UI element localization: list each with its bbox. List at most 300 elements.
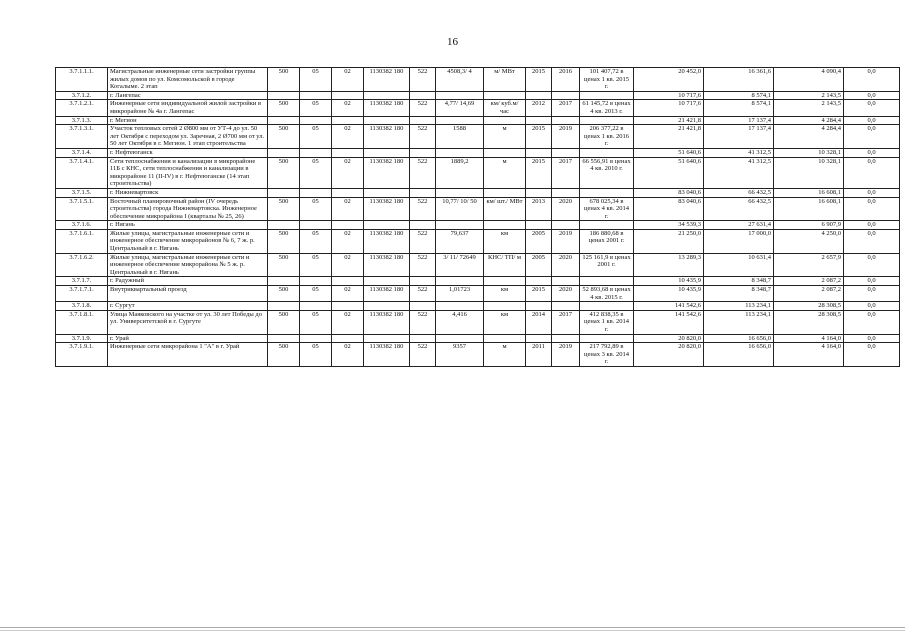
code-expense-type: 522 (410, 253, 436, 277)
capacity-unit: м/ МВт (484, 68, 526, 92)
estimated-cost: 217 792,89 в ценах 3 кв. 2014 г. (580, 343, 634, 367)
amount-budget-b: 28 308,5 (774, 302, 844, 311)
object-name: г. Сургут (108, 302, 268, 311)
amount-budget-a: 113 234,1 (704, 310, 774, 334)
estimated-cost (580, 148, 634, 157)
code-section: 05 (300, 125, 332, 149)
code-subsection: 02 (332, 157, 364, 188)
code-expense-type (410, 188, 436, 197)
object-name: г. Нягань (108, 221, 268, 230)
start-year: 2011 (526, 343, 552, 367)
row-number: 3.7.1.3.1. (56, 125, 108, 149)
code-target-article: 1130382 180 (364, 253, 410, 277)
amount-other: 0,0 (844, 253, 900, 277)
amount-budget-b: 4 090,4 (774, 68, 844, 92)
end-year: 2019 (552, 229, 580, 253)
start-year (526, 302, 552, 311)
estimated-cost: 206 377,22 в ценах 1 кв. 2016 г. (580, 125, 634, 149)
object-name: Жилые улицы, магистральные инженерные сети и инженерное обеспечение микрорайона № 5 ж. р. Центральный в г. Нягань (108, 253, 268, 277)
capacity: 3/ 11/ 72649 (436, 253, 484, 277)
code-expense-type: 522 (410, 197, 436, 221)
table-row (56, 334, 900, 343)
code-subsection (332, 91, 364, 100)
code-target-article: 1130382 180 (364, 197, 410, 221)
code-ministry: 500 (268, 229, 300, 253)
amount-budget-b: 2 657,9 (774, 253, 844, 277)
code-target-article (364, 277, 410, 286)
capacity: 4,416 (436, 310, 484, 334)
code-target-article: 1130382 180 (364, 100, 410, 116)
code-expense-type (410, 148, 436, 157)
capacity: 1588 (436, 125, 484, 149)
end-year: 2019 (552, 343, 580, 367)
code-section (300, 188, 332, 197)
code-subsection (332, 116, 364, 125)
start-year (526, 91, 552, 100)
start-year (526, 277, 552, 286)
code-section (300, 302, 332, 311)
row-number: 3.7.1.9. (56, 334, 108, 343)
row-number: 3.7.1.4. (56, 148, 108, 157)
amount-budget-a: 27 631,4 (704, 221, 774, 230)
object-name: Инженерные сети индивидуальной жилой застройки в микрорайоне № 4а г. Лангепас (108, 100, 268, 116)
code-section: 05 (300, 310, 332, 334)
amount-budget-b: 4 284,4 (774, 116, 844, 125)
code-section: 05 (300, 343, 332, 367)
amount-budget-a: 8 574,1 (704, 100, 774, 116)
amount-budget-a: 16 656,0 (704, 334, 774, 343)
end-year (552, 221, 580, 230)
code-subsection: 02 (332, 125, 364, 149)
code-subsection: 02 (332, 197, 364, 221)
amount-other: 0,0 (844, 277, 900, 286)
capacity: 1,01723 (436, 286, 484, 302)
row-number: 3.7.1.4.1. (56, 157, 108, 188)
capacity-unit: км/ шт./ МВт (484, 197, 526, 221)
object-name: Жилые улицы, магистральные инженерные сети и инженерное обеспечение микрорайонов № 6, 7 ж. р. Центральный в г. Нягань (108, 229, 268, 253)
code-section (300, 148, 332, 157)
start-year (526, 334, 552, 343)
code-target-article: 1130382 180 (364, 125, 410, 149)
amount-budget-a: 8 348,7 (704, 277, 774, 286)
code-ministry (268, 188, 300, 197)
row-number: 3.7.1.9.1. (56, 343, 108, 367)
code-section: 05 (300, 197, 332, 221)
amount-other: 0,0 (844, 148, 900, 157)
end-year: 2017 (552, 157, 580, 188)
amount-total: 10 435,9 (634, 277, 704, 286)
table-row (56, 157, 900, 188)
capacity (436, 148, 484, 157)
capacity (436, 221, 484, 230)
code-section: 05 (300, 157, 332, 188)
scan-edge-line (0, 630, 905, 631)
object-name: г. Лангепас (108, 91, 268, 100)
end-year (552, 277, 580, 286)
amount-other: 0,0 (844, 188, 900, 197)
capacity (436, 116, 484, 125)
amount-other: 0,0 (844, 286, 900, 302)
amount-budget-b: 10 328,1 (774, 157, 844, 188)
code-ministry: 500 (268, 343, 300, 367)
code-subsection: 02 (332, 310, 364, 334)
capacity: 4,77/ 14,69 (436, 100, 484, 116)
amount-budget-a: 66 432,5 (704, 188, 774, 197)
code-expense-type: 522 (410, 343, 436, 367)
code-target-article (364, 91, 410, 100)
amount-budget-b: 16 608,1 (774, 188, 844, 197)
code-ministry: 500 (268, 253, 300, 277)
code-target-article (364, 334, 410, 343)
capacity: 9357 (436, 343, 484, 367)
amount-other: 0,0 (844, 310, 900, 334)
start-year: 2005 (526, 253, 552, 277)
estimated-cost (580, 277, 634, 286)
capacity (436, 302, 484, 311)
estimated-cost (580, 302, 634, 311)
end-year (552, 302, 580, 311)
amount-other: 0,0 (844, 221, 900, 230)
capacity-unit: км (484, 229, 526, 253)
amount-budget-b: 2 143,5 (774, 91, 844, 100)
estimated-cost: 61 145,72 в ценах 4 кв. 2013 г. (580, 100, 634, 116)
code-expense-type: 522 (410, 125, 436, 149)
code-subsection: 02 (332, 343, 364, 367)
code-target-article: 1130382 180 (364, 286, 410, 302)
amount-other: 0,0 (844, 91, 900, 100)
capacity-unit: КНС/ ТП/ м (484, 253, 526, 277)
estimated-cost: 125 161,9 в ценах 2001 г. (580, 253, 634, 277)
code-ministry: 500 (268, 197, 300, 221)
row-number: 3.7.1.6.1. (56, 229, 108, 253)
end-year: 2020 (552, 197, 580, 221)
capacity-unit (484, 116, 526, 125)
amount-total: 10 435,9 (634, 286, 704, 302)
code-section (300, 91, 332, 100)
code-target-article: 1130382 180 (364, 229, 410, 253)
code-target-article: 1130382 180 (364, 310, 410, 334)
code-expense-type (410, 334, 436, 343)
amount-budget-b: 16 608,1 (774, 197, 844, 221)
amount-other: 0,0 (844, 157, 900, 188)
capacity-unit: км (484, 310, 526, 334)
capacity (436, 334, 484, 343)
object-name: Внутриквартальный проезд (108, 286, 268, 302)
amount-total: 10 717,6 (634, 100, 704, 116)
register-table (55, 67, 900, 367)
object-name: Сети теплоснабжения и канализации в микрорайоне 11Б с КНС, сети теплоснабжения и канализации в микрорайоне 11 (II-IV) в г. Нефтеюганске (14 этап строительства) (108, 157, 268, 188)
amount-budget-a: 16 656,0 (704, 343, 774, 367)
code-target-article (364, 188, 410, 197)
amount-total: 141 542,6 (634, 302, 704, 311)
end-year (552, 334, 580, 343)
code-target-article (364, 116, 410, 125)
code-expense-type (410, 91, 436, 100)
amount-budget-a: 41 312,5 (704, 148, 774, 157)
estimated-cost: 66 556,91 в ценах 4 кв. 2010 г. (580, 157, 634, 188)
start-year: 2014 (526, 310, 552, 334)
scan-edge-line (0, 627, 905, 628)
code-ministry: 500 (268, 310, 300, 334)
code-ministry (268, 277, 300, 286)
object-name: Улица Маяковского на участке от ул. 30 лет Победы до ул. Университетской в г. Сургуте (108, 310, 268, 334)
estimated-cost: 412 838,35 в ценах 1 кв. 2014 г. (580, 310, 634, 334)
table-row (56, 148, 900, 157)
amount-budget-b: 4 250,0 (774, 229, 844, 253)
amount-total: 83 040,6 (634, 188, 704, 197)
end-year (552, 148, 580, 157)
code-section (300, 221, 332, 230)
start-year: 2013 (526, 197, 552, 221)
capacity-unit: м (484, 343, 526, 367)
row-number: 3.7.1.1.1. (56, 68, 108, 92)
estimated-cost (580, 188, 634, 197)
start-year: 2015 (526, 157, 552, 188)
amount-budget-b: 2 087,2 (774, 286, 844, 302)
code-section: 05 (300, 229, 332, 253)
amount-total: 141 542,6 (634, 310, 704, 334)
capacity-unit (484, 221, 526, 230)
object-name: г. Нижневартовск (108, 188, 268, 197)
end-year (552, 91, 580, 100)
amount-total: 21 421,8 (634, 125, 704, 149)
code-expense-type (410, 277, 436, 286)
capacity: 79,637 (436, 229, 484, 253)
estimated-cost: 52 893,68 в ценах 4 кв. 2015 г. (580, 286, 634, 302)
page-number: 16 (447, 36, 458, 48)
end-year: 2017 (552, 100, 580, 116)
code-target-article: 1130382 180 (364, 68, 410, 92)
start-year: 2012 (526, 100, 552, 116)
end-year: 2019 (552, 125, 580, 149)
row-number: 3.7.1.5. (56, 188, 108, 197)
amount-other: 0,0 (844, 197, 900, 221)
amount-other: 0,0 (844, 302, 900, 311)
object-name: Участок тепловых сетей 2 Ø800 мм от УТ-4 до ул. 50 лет Октября с переходом ул. Заречная, 2 Ø700 мм от ул. 50 лет Октября в г. Мегион. 1 этап строительства (108, 125, 268, 149)
end-year: 2020 (552, 253, 580, 277)
table-row (56, 68, 900, 92)
code-section: 05 (300, 286, 332, 302)
code-expense-type (410, 116, 436, 125)
code-target-article (364, 221, 410, 230)
amount-budget-a: 17 000,0 (704, 229, 774, 253)
code-expense-type: 522 (410, 157, 436, 188)
object-name: Инженерные сети микрорайона 1 "А" в г. Урай (108, 343, 268, 367)
object-name: Восточный планировочный район (IV очередь строительства) города Нижневартовска. Инженерное обеспечение микрорайона I (кварталы № 25, 26) (108, 197, 268, 221)
table-row (56, 277, 900, 286)
start-year: 2015 (526, 68, 552, 92)
end-year (552, 188, 580, 197)
capacity-unit: м (484, 125, 526, 149)
code-expense-type: 522 (410, 286, 436, 302)
start-year (526, 188, 552, 197)
amount-budget-a: 113 234,1 (704, 302, 774, 311)
table-row (56, 253, 900, 277)
end-year (552, 116, 580, 125)
code-subsection (332, 277, 364, 286)
start-year (526, 221, 552, 230)
code-ministry (268, 91, 300, 100)
code-section: 05 (300, 253, 332, 277)
capacity-unit: м (484, 157, 526, 188)
amount-total: 20 820,0 (634, 334, 704, 343)
table-row (56, 286, 900, 302)
code-subsection: 02 (332, 229, 364, 253)
table-row (56, 343, 900, 367)
amount-total: 20 820,0 (634, 343, 704, 367)
amount-budget-b: 4 164,0 (774, 334, 844, 343)
start-year (526, 148, 552, 157)
code-section (300, 116, 332, 125)
amount-other: 0,0 (844, 116, 900, 125)
code-ministry: 500 (268, 157, 300, 188)
amount-budget-b: 4 284,4 (774, 125, 844, 149)
table-row (56, 125, 900, 149)
start-year: 2015 (526, 125, 552, 149)
amount-budget-a: 10 631,4 (704, 253, 774, 277)
capacity-unit (484, 148, 526, 157)
code-target-article (364, 302, 410, 311)
code-ministry (268, 116, 300, 125)
row-number: 3.7.1.2.1. (56, 100, 108, 116)
code-target-article (364, 148, 410, 157)
code-subsection: 02 (332, 253, 364, 277)
row-number: 3.7.1.3. (56, 116, 108, 125)
capacity-unit (484, 302, 526, 311)
amount-total: 20 452,0 (634, 68, 704, 92)
object-name: г. Урай (108, 334, 268, 343)
capacity: 1889,2 (436, 157, 484, 188)
start-year (526, 116, 552, 125)
row-number: 3.7.1.8.1. (56, 310, 108, 334)
amount-total: 21 250,0 (634, 229, 704, 253)
amount-other: 0,0 (844, 343, 900, 367)
amount-total: 83 040,6 (634, 197, 704, 221)
code-section: 05 (300, 68, 332, 92)
row-number: 3.7.1.2. (56, 91, 108, 100)
amount-budget-b: 10 328,1 (774, 148, 844, 157)
row-number: 3.7.1.7.1. (56, 286, 108, 302)
estimated-cost: 678 025,34 в ценах 4 кв. 2014 г. (580, 197, 634, 221)
code-ministry (268, 302, 300, 311)
table-row (56, 91, 900, 100)
code-ministry: 500 (268, 286, 300, 302)
table-row (56, 188, 900, 197)
table-row (56, 197, 900, 221)
amount-total: 34 539,3 (634, 221, 704, 230)
code-expense-type: 522 (410, 310, 436, 334)
amount-budget-b: 28 308,5 (774, 310, 844, 334)
end-year: 2017 (552, 310, 580, 334)
capacity (436, 277, 484, 286)
code-ministry (268, 221, 300, 230)
amount-total: 51 640,6 (634, 148, 704, 157)
register-table-body (56, 68, 900, 367)
code-subsection (332, 148, 364, 157)
table-row (56, 100, 900, 116)
object-name: г. Мегион (108, 116, 268, 125)
amount-budget-a: 17 137,4 (704, 125, 774, 149)
start-year: 2015 (526, 286, 552, 302)
code-subsection (332, 188, 364, 197)
code-section (300, 334, 332, 343)
estimated-cost (580, 334, 634, 343)
amount-other: 0,0 (844, 334, 900, 343)
amount-other: 0,0 (844, 100, 900, 116)
amount-budget-a: 8 348,7 (704, 286, 774, 302)
estimated-cost: 186 880,68 в ценах 2001 г. (580, 229, 634, 253)
estimated-cost (580, 116, 634, 125)
code-expense-type (410, 221, 436, 230)
capacity: 10,77/ 10/ 50 (436, 197, 484, 221)
amount-other: 0,0 (844, 68, 900, 92)
amount-total: 21 421,8 (634, 116, 704, 125)
code-section: 05 (300, 100, 332, 116)
code-expense-type: 522 (410, 100, 436, 116)
start-year: 2005 (526, 229, 552, 253)
row-number: 3.7.1.6.2. (56, 253, 108, 277)
object-name: Магистральные инженерные сети застройки группы жилых домов по ул. Комсомольской в городе Когалыме. 2 этап (108, 68, 268, 92)
amount-budget-b: 6 907,9 (774, 221, 844, 230)
row-number: 3.7.1.8. (56, 302, 108, 311)
amount-other: 0,0 (844, 125, 900, 149)
code-ministry: 500 (268, 68, 300, 92)
amount-budget-b: 2 087,2 (774, 277, 844, 286)
code-ministry: 500 (268, 100, 300, 116)
table-row (56, 310, 900, 334)
amount-other: 0,0 (844, 229, 900, 253)
estimated-cost (580, 91, 634, 100)
estimated-cost: 101 407,72 в ценах 1 кв. 2015 г. (580, 68, 634, 92)
amount-total: 10 717,6 (634, 91, 704, 100)
table-row (56, 229, 900, 253)
capacity (436, 91, 484, 100)
code-subsection (332, 221, 364, 230)
table-row (56, 116, 900, 125)
row-number: 3.7.1.7. (56, 277, 108, 286)
code-expense-type: 522 (410, 229, 436, 253)
amount-budget-a: 16 361,6 (704, 68, 774, 92)
capacity-unit: км (484, 286, 526, 302)
capacity (436, 188, 484, 197)
code-subsection (332, 334, 364, 343)
object-name: г. Нефтеюганск (108, 148, 268, 157)
capacity-unit (484, 188, 526, 197)
code-subsection: 02 (332, 68, 364, 92)
amount-budget-b: 4 164,0 (774, 343, 844, 367)
code-expense-type (410, 302, 436, 311)
row-number: 3.7.1.5.1. (56, 197, 108, 221)
capacity-unit (484, 91, 526, 100)
code-ministry (268, 334, 300, 343)
code-subsection: 02 (332, 100, 364, 116)
code-ministry (268, 148, 300, 157)
capacity-unit (484, 334, 526, 343)
capacity: 4508,3/ 4 (436, 68, 484, 92)
amount-total: 13 289,3 (634, 253, 704, 277)
code-ministry: 500 (268, 125, 300, 149)
code-subsection (332, 302, 364, 311)
code-section (300, 277, 332, 286)
amount-budget-a: 41 312,5 (704, 157, 774, 188)
code-subsection: 02 (332, 286, 364, 302)
capacity-unit (484, 277, 526, 286)
code-expense-type: 522 (410, 68, 436, 92)
amount-budget-a: 17 137,4 (704, 116, 774, 125)
table-row (56, 302, 900, 311)
amount-budget-a: 8 574,1 (704, 91, 774, 100)
amount-budget-b: 2 143,5 (774, 100, 844, 116)
